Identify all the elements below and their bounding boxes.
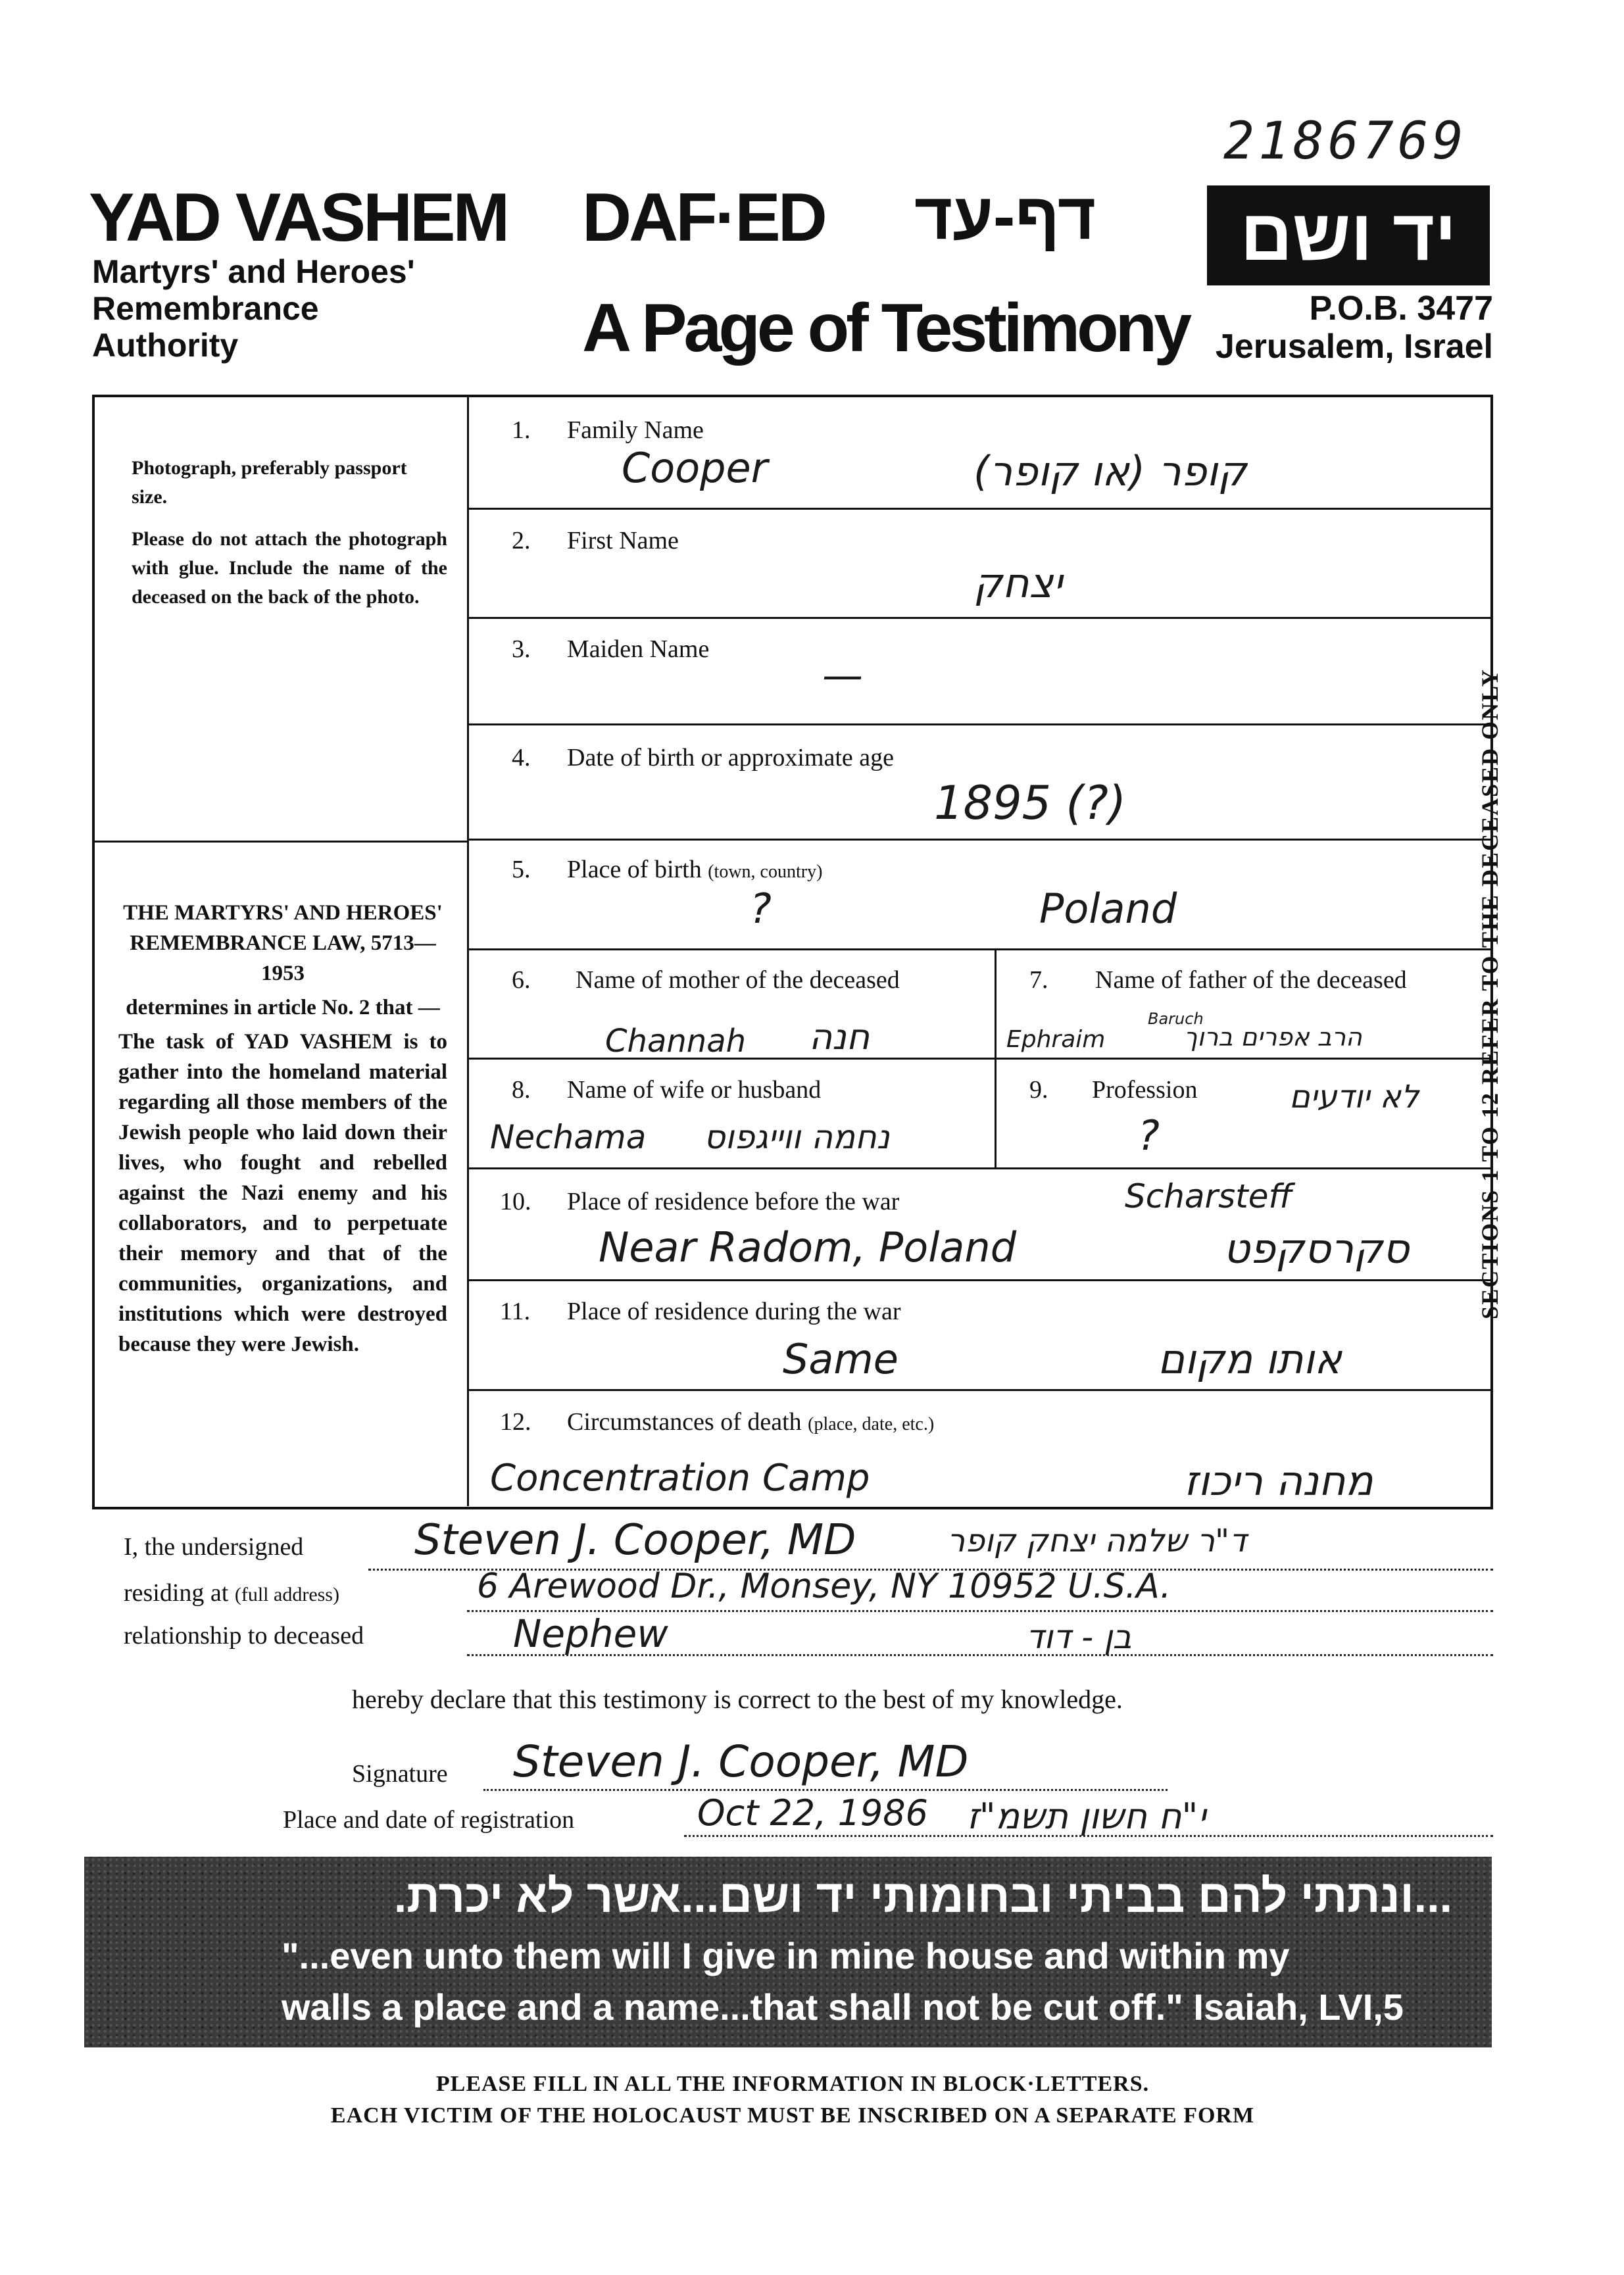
maiden-name-value[interactable]: — (822, 651, 863, 699)
residence-during-label: Place of residence during the war (567, 1298, 901, 1325)
law-body: The task of YAD VASHEM is to gather into the homeland material regarding all those members of the Jewish people who laid down their lives, who fought and rebelled against the Nazi enemy and his collaborators, and to perpetuate their memory and that of the communities, organizations, and institutions which were destroyed because they were Jewish. (118, 1030, 447, 1356)
banner-line-1: "...even unto them will I give in mine house and within my (282, 1935, 1290, 1976)
registration-hebrew[interactable]: י"ח חשון תשמ"ז (967, 1796, 1206, 1837)
relationship-label: relationship to deceased (124, 1622, 364, 1650)
father-name-hebrew[interactable]: הרב אפרים ברוך (1184, 1023, 1362, 1052)
footer-line-2: EACH VICTIM OF THE HOLOCAUST MUST BE INSCRIBED ON A SEPARATE FORM (330, 2103, 1255, 2128)
spouse-name-hebrew[interactable]: נחמה ווייגפוס (704, 1118, 890, 1156)
residence-before-value[interactable]: Near Radom, Poland (599, 1223, 1017, 1271)
relationship-value[interactable]: Nephew (513, 1611, 668, 1656)
birth-place-label-hint: (town, country) (708, 862, 823, 882)
mother-name-value[interactable]: Channah (605, 1023, 747, 1060)
field-number: 6. (512, 966, 531, 994)
spouse-name-value[interactable]: Nechama (490, 1118, 647, 1156)
family-name-label: Family Name (567, 416, 704, 444)
field-number: 5. (512, 856, 531, 883)
row-line (467, 948, 1493, 950)
profession-label: Profession (1092, 1076, 1198, 1104)
field-number: 1. (512, 416, 531, 444)
death-circumstances-value[interactable]: Concentration Camp (490, 1457, 870, 1500)
row-line (467, 508, 1493, 510)
residence-during-hebrew[interactable]: אותו מקום (1158, 1335, 1342, 1383)
declaration-text: hereby declare that this testimony is correct to the best of my knowledge. (352, 1684, 1123, 1714)
registration-date[interactable]: Oct 22, 1986 (697, 1792, 928, 1834)
org-name: YAD VASHEM (89, 180, 508, 256)
first-name-label: First Name (567, 527, 679, 554)
row-line (92, 1507, 1493, 1509)
birth-place-label (567, 855, 822, 884)
cell-divider (995, 948, 997, 1167)
page-title: A Page of Testimony (582, 290, 1189, 366)
pob: P.O.B. 3477 (1309, 289, 1493, 328)
profession-value[interactable]: ? (1138, 1112, 1160, 1160)
undersigned-hebrew[interactable]: ד"ר שלמה יצחק קופר (947, 1523, 1247, 1559)
address-label-text: residing at (124, 1579, 229, 1607)
row-line (467, 839, 1493, 841)
field-number: 4. (512, 744, 531, 771)
spouse-name-label: Name of wife or husband (567, 1076, 822, 1104)
residence-before-hebrew[interactable]: סקרסקפט (1223, 1225, 1410, 1273)
father-name-label: Name of father of the deceased (1095, 966, 1407, 994)
left-divider (92, 841, 467, 843)
photo-note-size: Photograph, preferably passport size. (132, 457, 407, 508)
sections-note: SECTIONS 1 TO 12 REFER TO THE DECEASED ONLY (1476, 668, 1503, 1319)
signature-line (483, 1789, 1168, 1791)
address-label-hint: (full address) (234, 1584, 339, 1605)
row-line (467, 1389, 1493, 1391)
residence-during-value[interactable]: Same (783, 1335, 898, 1383)
row-line (467, 1167, 1493, 1169)
law-note (118, 898, 447, 1359)
field-number: 7. (1029, 966, 1048, 994)
undersigned-label: I, the undersigned (124, 1533, 304, 1561)
father-name-small[interactable]: Baruch (1148, 1010, 1204, 1028)
field-number: 11. (500, 1298, 531, 1325)
birth-date-value[interactable]: 1895 (?) (934, 776, 1127, 830)
column-divider (467, 395, 469, 1506)
address-label (124, 1578, 339, 1607)
profession-hebrew[interactable]: לא יודעים (1289, 1079, 1419, 1115)
field-number: 8. (512, 1076, 531, 1104)
field-number: 12. (500, 1408, 531, 1436)
org-address (1210, 289, 1493, 366)
city: Jerusalem, Israel (1215, 328, 1493, 366)
birth-place-label-text: Place of birth (567, 856, 702, 883)
family-name-hebrew[interactable]: קופר (או קופר) (973, 447, 1247, 495)
maiden-name-label: Maiden Name (567, 635, 710, 663)
registration-label: Place and date of registration (283, 1806, 575, 1834)
org-subtitle: Martyrs' and Heroes' Remembrance Authority (92, 253, 415, 364)
row-line (467, 1279, 1493, 1281)
serial-number: 2186769 (1223, 112, 1467, 171)
row-line (467, 617, 1493, 619)
mother-name-hebrew[interactable]: חנה (809, 1016, 870, 1058)
address-value[interactable]: 6 Arewood Dr., Monsey, NY 10952 U.S.A. (477, 1567, 1171, 1606)
field-number: 3. (512, 635, 531, 663)
quote-banner (84, 1857, 1492, 2047)
signature-label: Signature (352, 1760, 448, 1788)
field-number: 10. (500, 1188, 531, 1215)
residence-before-label: Place of residence before the war (567, 1188, 900, 1215)
photo-note (132, 454, 447, 625)
father-name-value[interactable]: Ephraim (1006, 1026, 1106, 1053)
residence-before-town[interactable]: Scharsteff (1125, 1177, 1292, 1215)
birth-place-value[interactable]: Poland (1039, 885, 1177, 933)
mother-name-label: Name of mother of the deceased (576, 966, 900, 994)
death-circumstances-label-text: Circumstances of death (567, 1408, 802, 1436)
undersigned-value[interactable]: Steven J. Cooper, MD (414, 1516, 856, 1565)
footer-line-1: PLEASE FILL IN ALL THE INFORMATION IN BLOCK·LETTERS. (435, 2072, 1150, 2096)
signature-value[interactable]: Steven J. Cooper, MD (513, 1736, 969, 1787)
field-number: 2. (512, 527, 531, 554)
daf-ed-hebrew: דף-עד (914, 180, 1096, 253)
law-title: THE MARTYRS' AND HEROES' REMEMBRANCE LAW, 5713—1953 (123, 901, 443, 985)
birth-date-label: Date of birth or approximate age (567, 744, 894, 771)
banner-hebrew: ...ונתתי להם בביתי ובחומותי יד ושם...אשר לא יכרת. (393, 1871, 1452, 1922)
death-circumstances-hebrew[interactable]: מחנה ריכוז (1184, 1457, 1373, 1505)
death-circumstances-label (567, 1407, 934, 1436)
row-line (467, 723, 1493, 725)
field-number: 9. (1029, 1076, 1048, 1104)
birth-place-unknown[interactable]: ? (750, 885, 772, 933)
yad-vashem-logo: יד ושם (1207, 185, 1490, 285)
relationship-hebrew[interactable]: בן - דוד (1026, 1618, 1132, 1656)
death-circumstances-label-hint: (place, date, etc.) (808, 1414, 935, 1434)
family-name-value[interactable]: Cooper (622, 444, 768, 492)
daf-ed-title: DAF·ED (582, 180, 825, 256)
law-determines: determines in article No. 2 that — (126, 996, 440, 1019)
banner-line-2: walls a place and a name...that shall not be cut off." Isaiah, LVI,5 (282, 1986, 1404, 2028)
photo-note-glue: Please do not attach the photograph with glue. Include the name of the deceased on the back of the photo. (132, 528, 447, 608)
first-name-hebrew[interactable]: יצחק (973, 559, 1063, 607)
